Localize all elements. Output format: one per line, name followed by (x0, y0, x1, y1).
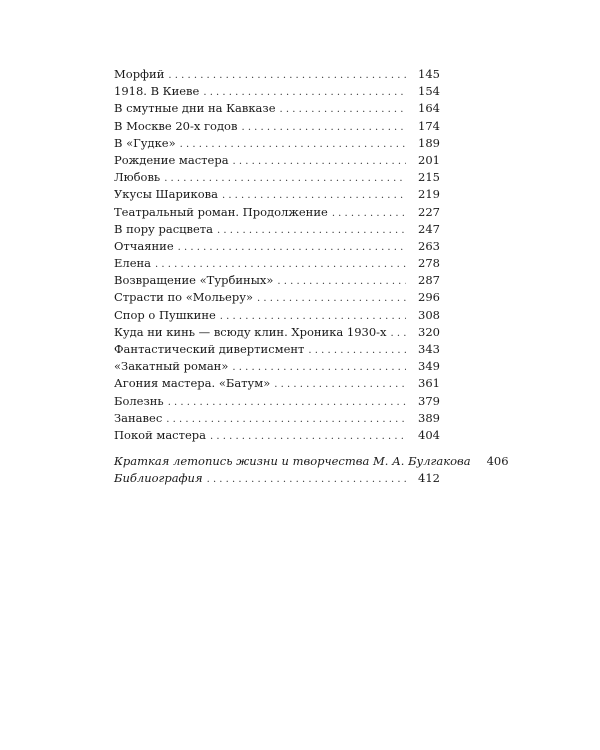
toc-entry-page: 219 (406, 186, 440, 203)
toc-entry[interactable] (114, 100, 440, 117)
table-of-contents (114, 66, 509, 488)
toc-entry-title: Занавес (114, 410, 166, 427)
toc-entry-page: 379 (406, 393, 440, 410)
toc-entry-title: 1918. В Киеве (114, 83, 203, 100)
toc-leader-dots (217, 222, 406, 239)
toc-entry-title: Куда ни кинь — всюду клин. Хроника 1930-х (114, 324, 391, 341)
toc-entry-page: 320 (406, 324, 440, 341)
toc-entry-page: 189 (406, 135, 440, 152)
toc-entry[interactable] (114, 393, 440, 410)
toc-entry[interactable] (114, 453, 509, 470)
toc-entry-title: Рождение мастера (114, 152, 233, 169)
toc-entry[interactable] (114, 470, 440, 487)
toc-entry[interactable] (114, 221, 440, 238)
toc-appendix-section (114, 453, 509, 487)
toc-entry-page: 349 (406, 358, 440, 375)
toc-entry-page: 308 (406, 307, 440, 324)
toc-entry-page: 263 (406, 238, 440, 255)
toc-entry-page: 154 (406, 83, 440, 100)
toc-leader-dots (280, 101, 407, 118)
toc-leader-dots (180, 136, 406, 153)
toc-entry-title: Болезнь (114, 393, 168, 410)
toc-leader-dots (277, 273, 406, 290)
toc-leader-dots (166, 411, 406, 428)
toc-entry[interactable] (114, 83, 440, 100)
toc-entry[interactable] (114, 238, 440, 255)
toc-entry[interactable] (114, 427, 440, 444)
toc-leader-dots (178, 239, 406, 256)
toc-entry-title: Елена (114, 255, 155, 272)
toc-entry[interactable] (114, 255, 440, 272)
toc-leader-dots (210, 428, 406, 445)
toc-entry-title: В Москве 20-х годов (114, 118, 241, 135)
toc-entry-title: В смутные дни на Кавказе (114, 100, 280, 117)
toc-entry-title: Библиография (114, 470, 207, 487)
toc-entry-page: 389 (406, 410, 440, 427)
toc-entry-title: Укусы Шарикова (114, 186, 222, 203)
toc-entry[interactable] (114, 66, 440, 83)
toc-entry-page: 247 (406, 221, 440, 238)
toc-entry-page: 278 (406, 255, 440, 272)
toc-entry-page: 201 (406, 152, 440, 169)
toc-leader-dots (308, 342, 406, 359)
toc-entry[interactable] (114, 324, 440, 341)
toc-entry[interactable] (114, 272, 440, 289)
toc-entry[interactable] (114, 204, 440, 221)
toc-entry[interactable] (114, 289, 440, 306)
toc-entry-page: 174 (406, 118, 440, 135)
toc-leader-dots (241, 119, 406, 136)
toc-entry-page: 145 (406, 66, 440, 83)
toc-entry-title: Театральный роман. Продолжение (114, 204, 332, 221)
toc-entry-page: 227 (406, 204, 440, 221)
toc-leader-dots (232, 359, 406, 376)
toc-entry-title: Отчаяние (114, 238, 178, 255)
toc-entry-page: 164 (406, 100, 440, 117)
toc-leader-dots (391, 325, 406, 342)
toc-entry-title: В пору расцвета (114, 221, 217, 238)
toc-entry[interactable] (114, 118, 440, 135)
toc-entry[interactable] (114, 341, 440, 358)
toc-entry-title: Агония мастера. «Батум» (114, 375, 274, 392)
toc-leader-dots (168, 67, 406, 84)
toc-leader-dots (155, 256, 406, 273)
toc-entry[interactable] (114, 186, 440, 203)
toc-entry[interactable] (114, 410, 440, 427)
toc-entry[interactable] (114, 169, 440, 186)
toc-entry-title: Фантастический дивертисмент (114, 341, 308, 358)
toc-leader-dots (207, 471, 406, 488)
toc-leader-dots (274, 376, 406, 393)
toc-entry-title: Страсти по «Мольеру» (114, 289, 257, 306)
toc-leader-dots (164, 170, 406, 187)
toc-entry-page: 406 (475, 453, 509, 470)
toc-leader-dots (222, 187, 406, 204)
toc-entry-page: 215 (406, 169, 440, 186)
toc-entry[interactable] (114, 358, 440, 375)
toc-entry-title: Краткая летопись жизни и творчества М. А. Булгакова (114, 453, 475, 470)
toc-entry-title: Морфий (114, 66, 168, 83)
toc-entry[interactable] (114, 135, 440, 152)
toc-leader-dots (233, 153, 406, 170)
toc-entry-title: Возвращение «Турбиных» (114, 272, 277, 289)
toc-entry-page: 343 (406, 341, 440, 358)
toc-entry-title: Покой мастера (114, 427, 210, 444)
toc-section-gap (114, 444, 440, 453)
toc-entry-page: 404 (406, 427, 440, 444)
toc-entry-title: Любовь (114, 169, 164, 186)
toc-main-section (114, 66, 440, 444)
toc-entry[interactable] (114, 375, 440, 392)
toc-leader-dots (332, 205, 406, 222)
toc-entry-title: Спор о Пушкине (114, 307, 220, 324)
toc-entry-title: «Закатный роман» (114, 358, 232, 375)
toc-entry-page: 287 (406, 272, 440, 289)
toc-entry-title: В «Гудке» (114, 135, 180, 152)
toc-leader-dots (257, 290, 406, 307)
toc-leader-dots (203, 84, 406, 101)
toc-entry[interactable] (114, 307, 440, 324)
toc-entry-page: 361 (406, 375, 440, 392)
toc-leader-dots (220, 308, 406, 325)
toc-entry-page: 296 (406, 289, 440, 306)
toc-leader-dots (168, 394, 406, 411)
toc-entry[interactable] (114, 152, 440, 169)
toc-entry-page: 412 (406, 470, 440, 487)
